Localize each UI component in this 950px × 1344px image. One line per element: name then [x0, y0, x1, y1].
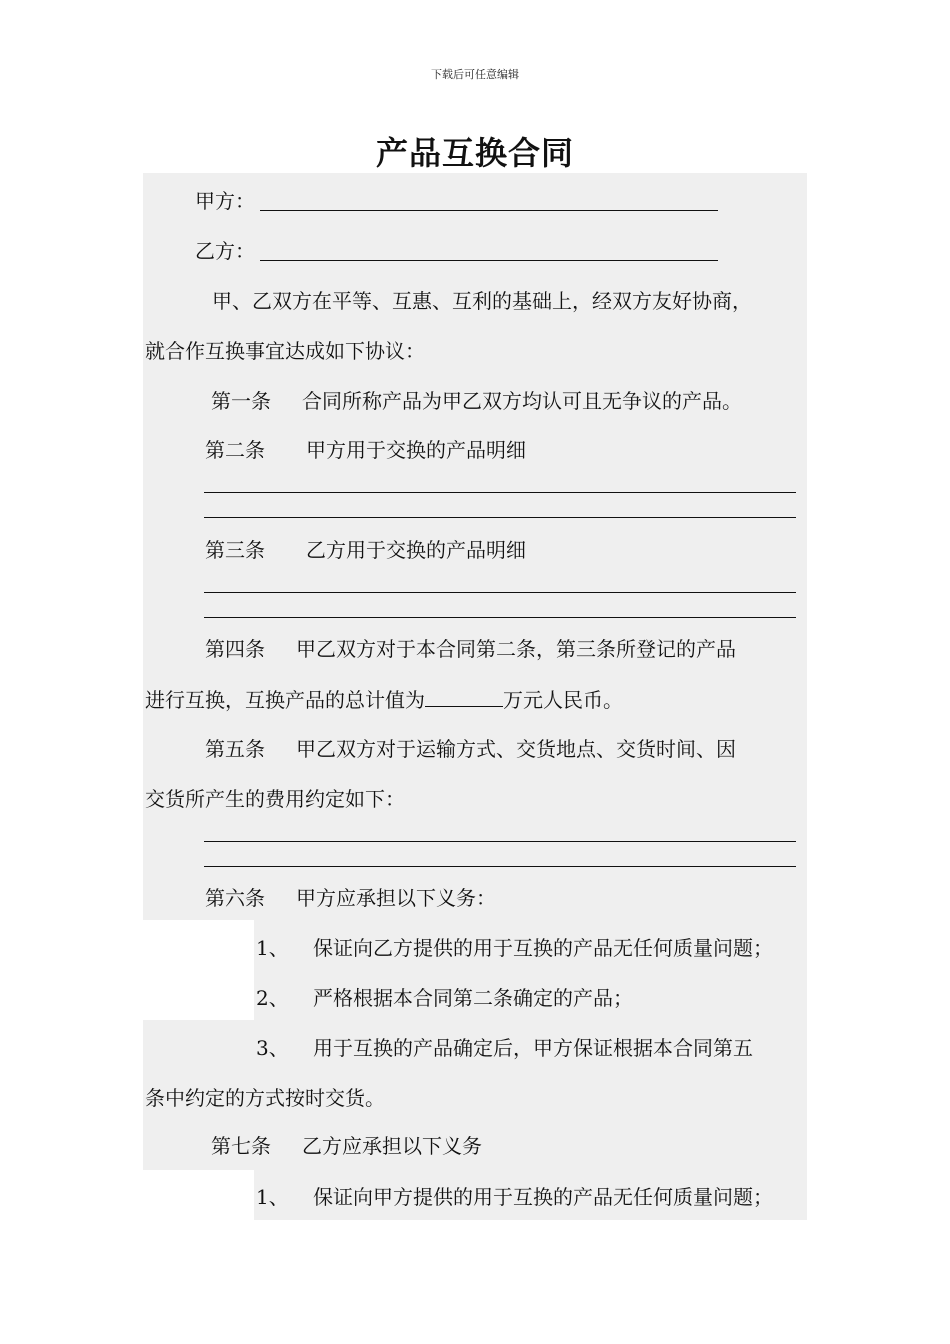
preamble-line-1: 甲、乙双方在平等、互惠、互利的基础上，经双方友好协商，: [212, 289, 752, 313]
article-3-text: 乙方用于交换的产品明细: [306, 538, 526, 562]
article-1-text: 合同所称产品为甲乙双方均认可且无争议的产品。: [302, 389, 742, 413]
party-b-label: 乙方：: [195, 239, 255, 263]
article-4-line-2-after: 万元人民币。: [503, 688, 623, 712]
article-5-blank-2[interactable]: [204, 866, 796, 867]
document-title: 产品互换合同: [375, 134, 574, 172]
article-6-item-1-text: 保证向乙方提供的用于互换的产品无任何质量问题；: [313, 936, 773, 960]
article-1-number: 第一条: [211, 389, 271, 413]
party-a-label: 甲方：: [195, 189, 255, 213]
article-5-number: 第五条: [205, 737, 265, 761]
article-3-blank-2[interactable]: [204, 617, 796, 618]
article-6-item-3-number: 3、: [256, 1036, 289, 1060]
article-3-blank-1[interactable]: [204, 592, 796, 593]
article-7-number: 第七条: [211, 1134, 271, 1158]
article-4-line-2-before: 进行互换，互换产品的总计值为: [145, 688, 425, 712]
party-b-blank[interactable]: [260, 260, 718, 261]
article-2-blank-1[interactable]: [204, 492, 796, 493]
article-7-item-1-number: 1、: [256, 1185, 289, 1209]
article-6-item-1-number: 1、: [256, 936, 289, 960]
party-a-blank[interactable]: [260, 210, 718, 211]
article-2-blank-2[interactable]: [204, 517, 796, 518]
article-6-item-2-text: 严格根据本合同第二条确定的产品；: [313, 986, 633, 1010]
article-5-line-2: 交货所产生的费用约定如下：: [145, 787, 405, 811]
article-6-item-3-continuation: 条中约定的方式按时交货。: [145, 1086, 385, 1110]
preamble-line-2: 就合作互换事宜达成如下协议：: [145, 339, 425, 363]
article-4-number: 第四条: [205, 637, 265, 661]
article-4-line-1: 甲乙双方对于本合同第二条，第三条所登记的产品: [296, 637, 736, 661]
article-6-number: 第六条: [205, 886, 265, 910]
article-7-item-1-text: 保证向甲方提供的用于互换的产品无任何质量问题；: [313, 1185, 773, 1209]
article-5-blank-1[interactable]: [204, 841, 796, 842]
article-6-text: 甲方应承担以下义务：: [296, 886, 496, 910]
article-7-text: 乙方应承担以下义务: [302, 1134, 482, 1158]
article-2-text: 甲方用于交换的产品明细: [306, 438, 526, 462]
article-2-number: 第二条: [205, 438, 265, 462]
header-note: 下载后可任意编辑: [431, 68, 519, 81]
article-6-item-2-number: 2、: [256, 986, 289, 1010]
article-4-line-2: [145, 686, 623, 713]
article-6-item-3-text: 用于互换的产品确定后，甲方保证根据本合同第五: [313, 1036, 753, 1060]
total-value-blank[interactable]: [425, 686, 503, 707]
article-5-line-1: 甲乙双方对于运输方式、交货地点、交货时间、因: [296, 737, 736, 761]
article-3-number: 第三条: [205, 538, 265, 562]
